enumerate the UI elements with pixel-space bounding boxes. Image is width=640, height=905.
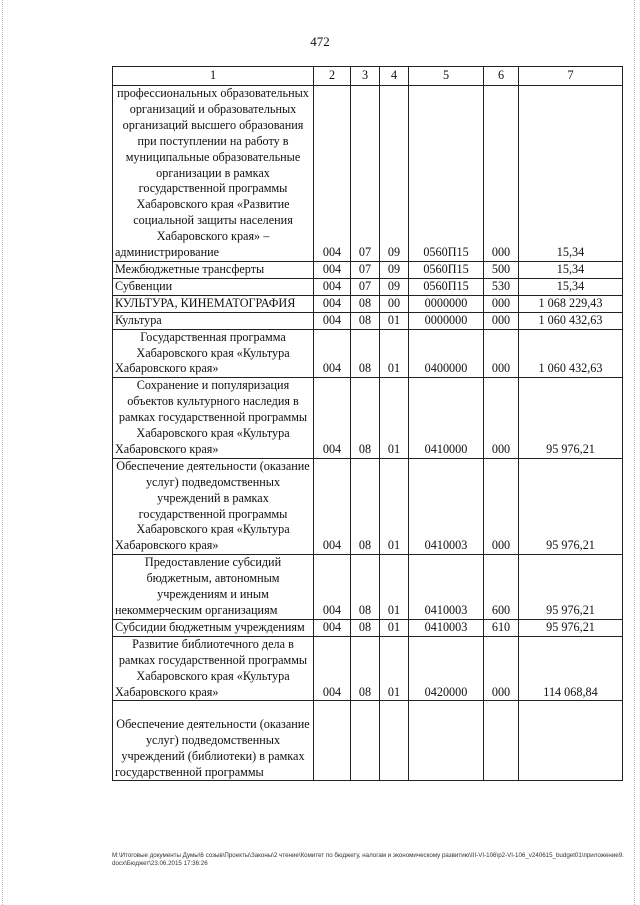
expense-type-cell	[484, 701, 519, 781]
table-row	[113, 278, 623, 295]
subsection-code-cell: 09	[380, 278, 409, 295]
ministry-code-cell: 004	[314, 295, 351, 312]
subsection-code-cell: 09	[380, 86, 409, 262]
expense-type-cell: 000	[484, 86, 519, 262]
table-row	[113, 619, 623, 636]
subsection-code-cell: 00	[380, 295, 409, 312]
ministry-code-cell: 004	[314, 312, 351, 329]
item-name-cell: Обеспечение деятельности (оказание услуг) подведомственных учреждений (библиотеки) в рамках государственной программы	[113, 701, 314, 781]
expense-type-cell: 000	[484, 636, 519, 701]
amount-cell: 1 060 432,63	[519, 312, 623, 329]
target-article-cell: 0560П15	[409, 278, 484, 295]
section-code-cell: 08	[351, 378, 380, 459]
target-article-cell: 0410003	[409, 619, 484, 636]
section-code-cell: 08	[351, 329, 380, 378]
section-code-cell: 08	[351, 636, 380, 701]
expense-type-cell: 500	[484, 261, 519, 278]
subsection-code-cell: 01	[380, 329, 409, 378]
table-row	[113, 555, 623, 620]
subsection-code-cell: 01	[380, 555, 409, 620]
amount-cell: 15,34	[519, 278, 623, 295]
item-name-cell: Предоставление субсидий бюджетным, автономным учреждениям и иным некоммерческим организациям	[113, 555, 314, 620]
table-row	[113, 329, 623, 378]
header-cell: 6	[484, 67, 519, 86]
amount-cell: 95 976,21	[519, 619, 623, 636]
section-code-cell	[351, 701, 380, 781]
ministry-code-cell	[314, 701, 351, 781]
ministry-code-cell: 004	[314, 329, 351, 378]
section-code-cell: 07	[351, 261, 380, 278]
section-code-cell: 08	[351, 555, 380, 620]
subsection-code-cell: 01	[380, 458, 409, 554]
header-cell: 7	[519, 67, 623, 86]
subsection-code-cell	[380, 701, 409, 781]
ministry-code-cell: 004	[314, 636, 351, 701]
ministry-code-cell: 004	[314, 619, 351, 636]
expense-type-cell: 600	[484, 555, 519, 620]
subsection-code-cell: 01	[380, 312, 409, 329]
target-article-cell: 0420000	[409, 636, 484, 701]
ministry-code-cell: 004	[314, 555, 351, 620]
table-row	[113, 378, 623, 459]
table-row	[113, 295, 623, 312]
item-name-cell: Государственная программа Хабаровского края «Культура Хабаровского края»	[113, 329, 314, 378]
ministry-code-cell: 004	[314, 86, 351, 262]
section-code-cell: 08	[351, 312, 380, 329]
subsection-code-cell: 01	[380, 378, 409, 459]
target-article-cell: 0000000	[409, 312, 484, 329]
item-name-cell: Культура	[113, 312, 314, 329]
expense-type-cell: 610	[484, 619, 519, 636]
target-article-cell: 0560П15	[409, 261, 484, 278]
header-row	[113, 67, 623, 86]
ministry-code-cell: 004	[314, 378, 351, 459]
expense-type-cell: 000	[484, 458, 519, 554]
amount-cell: 95 976,21	[519, 458, 623, 554]
item-name-cell: Обеспечение деятельности (оказание услуг) подведомственных учреждений в рамках государственной программы Хабаровского края «Культура Хабаровского края»	[113, 458, 314, 554]
section-code-cell: 08	[351, 295, 380, 312]
expense-type-cell: 530	[484, 278, 519, 295]
amount-cell: 95 976,21	[519, 378, 623, 459]
table-body	[113, 86, 623, 781]
ministry-code-cell: 004	[314, 278, 351, 295]
ministry-code-cell: 004	[314, 261, 351, 278]
amount-cell: 15,34	[519, 86, 623, 262]
amount-cell	[519, 701, 623, 781]
target-article-cell	[409, 701, 484, 781]
amount-cell: 15,34	[519, 261, 623, 278]
table-row	[113, 458, 623, 554]
expense-type-cell: 000	[484, 329, 519, 378]
amount-cell: 1 068 229,43	[519, 295, 623, 312]
table-row	[113, 86, 623, 262]
target-article-cell: 0410003	[409, 458, 484, 554]
table-row	[113, 701, 623, 781]
table-row	[113, 312, 623, 329]
subsection-code-cell: 09	[380, 261, 409, 278]
file-path-footer: M:\Итоговые документы Думы\6 созыв\Проекты\Законы\2 чтение\Комитет по бюджету, налогам и экономическому развитию\III-VI-106\р2-VI-106_v240615_budget01\приложение9.docx\Бюджет\23.06.2015 17:36:26	[112, 852, 624, 867]
target-article-cell: 0560П15	[409, 86, 484, 262]
target-article-cell: 0000000	[409, 295, 484, 312]
table-row	[113, 636, 623, 701]
page-edge-right	[634, 0, 636, 905]
target-article-cell: 0410000	[409, 378, 484, 459]
page-number: 472	[310, 34, 330, 49]
expense-type-cell: 000	[484, 312, 519, 329]
budget-table	[112, 66, 623, 781]
subsection-code-cell: 01	[380, 619, 409, 636]
subsection-code-cell: 01	[380, 636, 409, 701]
item-name-cell: Субсидии бюджетным учреждениям	[113, 619, 314, 636]
target-article-cell: 0400000	[409, 329, 484, 378]
item-name-cell: Развитие библиотечного дела в рамках государственной программы Хабаровского края «Культура Хабаровского края»	[113, 636, 314, 701]
expense-type-cell: 000	[484, 378, 519, 459]
expense-type-cell: 000	[484, 295, 519, 312]
section-code-cell: 07	[351, 86, 380, 262]
table-row	[113, 261, 623, 278]
item-name-cell: профессиональных образовательных организаций и образовательных организаций высшего образования при поступлении на работу в муниципальные образовательные организации в рамках государственной программы Хабаровского края «Развитие социальной защиты населения Хабаровского края» – администрирование	[113, 86, 314, 262]
header-cell: 4	[380, 67, 409, 86]
page-edge-left	[2, 0, 4, 905]
header-cell: 3	[351, 67, 380, 86]
amount-cell: 114 068,84	[519, 636, 623, 701]
section-code-cell: 07	[351, 278, 380, 295]
target-article-cell: 0410003	[409, 555, 484, 620]
section-code-cell: 08	[351, 619, 380, 636]
header-cell: 2	[314, 67, 351, 86]
header-cell: 1	[113, 67, 314, 86]
item-name-cell: Сохранение и популяризация объектов культурного наследия в рамках государственной программы Хабаровского края «Культура Хабаровского края»	[113, 378, 314, 459]
section-code-cell: 08	[351, 458, 380, 554]
amount-cell: 1 060 432,63	[519, 329, 623, 378]
amount-cell: 95 976,21	[519, 555, 623, 620]
ministry-code-cell: 004	[314, 458, 351, 554]
item-name-cell: КУЛЬТУРА, КИНЕМАТОГРАФИЯ	[113, 295, 314, 312]
item-name-cell: Субвенции	[113, 278, 314, 295]
header-cell: 5	[409, 67, 484, 86]
item-name-cell: Межбюджетные трансферты	[113, 261, 314, 278]
